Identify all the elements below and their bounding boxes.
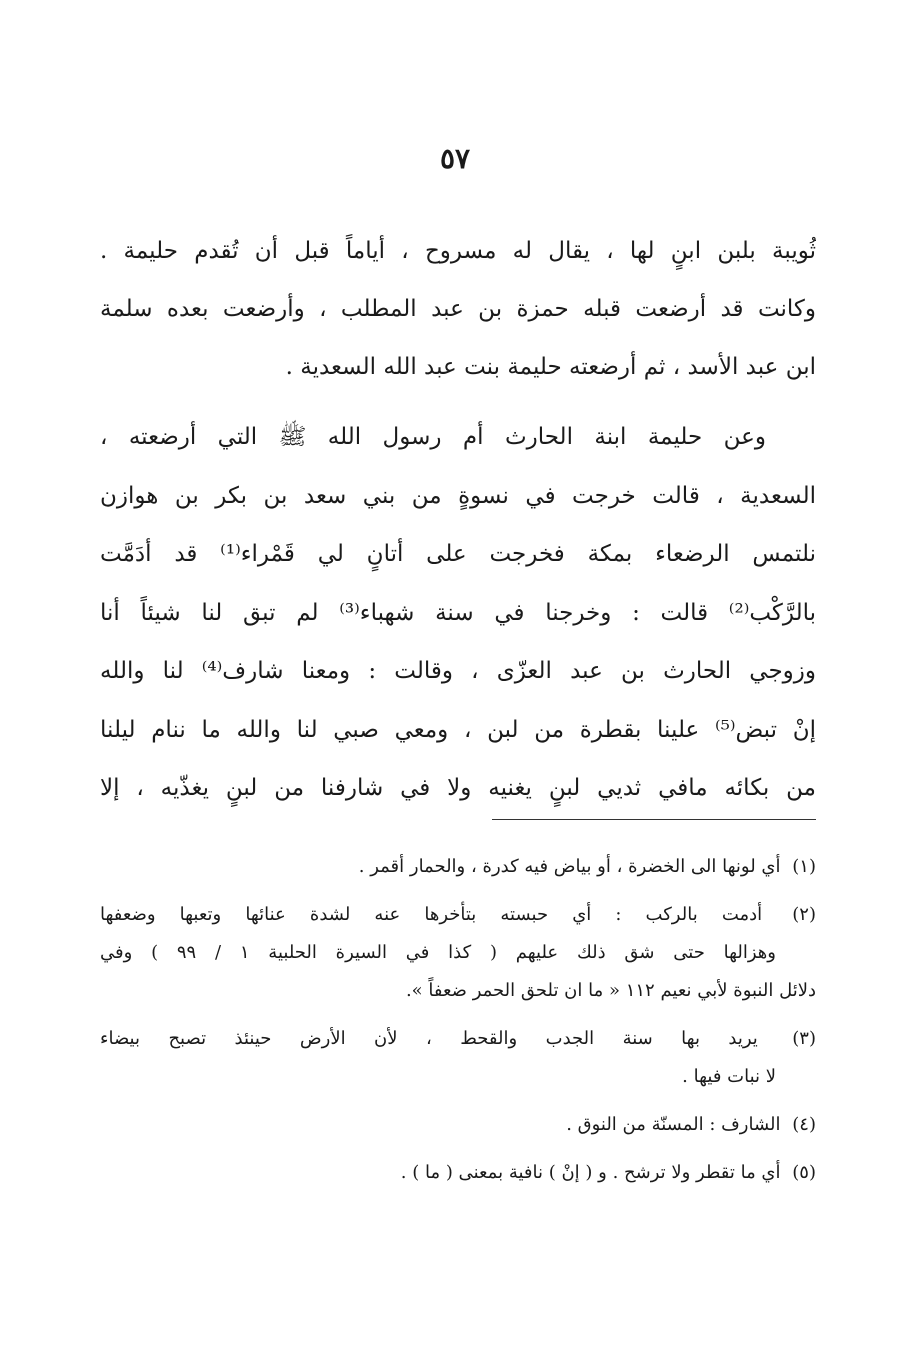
- footnote-3: [100, 1020, 816, 1096]
- footnote-4: [100, 1106, 816, 1144]
- text-line: بالرَّكْب⁽²⁾ قالت : وخرجنا في سنة شهباء⁽³⁾ لم تبق لنا شيئاً أنا: [100, 599, 816, 626]
- footnote-text: لا نبات فيها .: [682, 1066, 776, 1087]
- text-line: السعدية ، قالت خرجت في نسوةٍ من بني سعد بن بكر بن هوازن: [100, 482, 816, 509]
- footnote-text: أي لونها الى الخضرة ، أو بياض فيه كدرة ، والحمار أقمر .: [358, 856, 781, 877]
- footnote-text: أدمت بالركب : أي حبسته بتأخرها عنه لشدة عنائها وتعبها وضعفها: [100, 904, 763, 925]
- text-line: إنْ تبض⁽⁵⁾ علينا بقطرة من لبن ، ومعي صبي لنا والله ما ننام ليلنا: [100, 716, 816, 743]
- footnote-line: [100, 1020, 816, 1058]
- footnote-text: وهزالها حتى شق ذلك عليهم ( كذا في السيرة الحلبية ١ / ٩٩ ) وفي: [100, 942, 776, 963]
- footnote-text: دلائل النبوة لأبي نعيم ١١٢ « ما ان تلحق الحمر ضعفاً ».: [405, 980, 816, 1001]
- footnotes: [100, 848, 816, 1202]
- paragraph-2: [100, 408, 816, 818]
- footnote-5: [100, 1154, 816, 1192]
- text-line: نلتمس الرضعاء بمكة فخرجت على أتانٍ لي قَمْراء⁽¹⁾ قد أدَمَّت: [100, 541, 816, 567]
- footnote-separator: [492, 819, 816, 820]
- text-line: وكانت قد أرضعت قبله حمزة بن عبد المطلب ، وأرضعت بعده سلمة: [100, 296, 816, 322]
- paragraph-1: [100, 222, 816, 396]
- footnote-text: أي ما تقطر ولا ترشح . و ( إنْ ) نافية بمعنى ( ما ) .: [400, 1162, 781, 1183]
- text-line: ابن عبد الأسد ، ثم أرضعته حليمة بنت عبد الله السعدية .: [285, 354, 816, 380]
- footnote-marker: (٢): [792, 904, 816, 925]
- footnote-text: الشارف : المسنّة من النوق .: [566, 1114, 781, 1135]
- text-line: من بكائه مافي ثديي لبنٍ يغنيه ولا في شارفنا من لبنٍ يغذّيه ، إلا: [100, 775, 816, 801]
- text-line: وزوجي الحارث بن عبد العزّى ، وقالت : ومعنا شارف⁽⁴⁾ لنا والله: [100, 658, 816, 684]
- page-number: ٥٧: [439, 142, 471, 175]
- footnote-line: [100, 896, 816, 934]
- footnote-1: [100, 848, 816, 886]
- footnote-marker: (٥): [792, 1162, 816, 1183]
- footnote-2: [100, 896, 816, 1010]
- footnote-marker: (٤): [792, 1114, 816, 1135]
- footnote-marker: (٣): [792, 1028, 816, 1049]
- footnote-text: يريد بها سنة الجدب والقحط ، لأن الأرض حينئذ تصبح بيضاء: [100, 1028, 758, 1049]
- text-line: ثُويبة بلبن ابنٍ لها ، يقال له مسروح ، أياماً قبل أن تُقدم حليمة .: [100, 238, 816, 264]
- footnote-marker: (١): [792, 856, 816, 877]
- text-line: وعن حليمة ابنة الحارث أم رسول الله ﷺ التي أرضعته ،: [100, 424, 766, 450]
